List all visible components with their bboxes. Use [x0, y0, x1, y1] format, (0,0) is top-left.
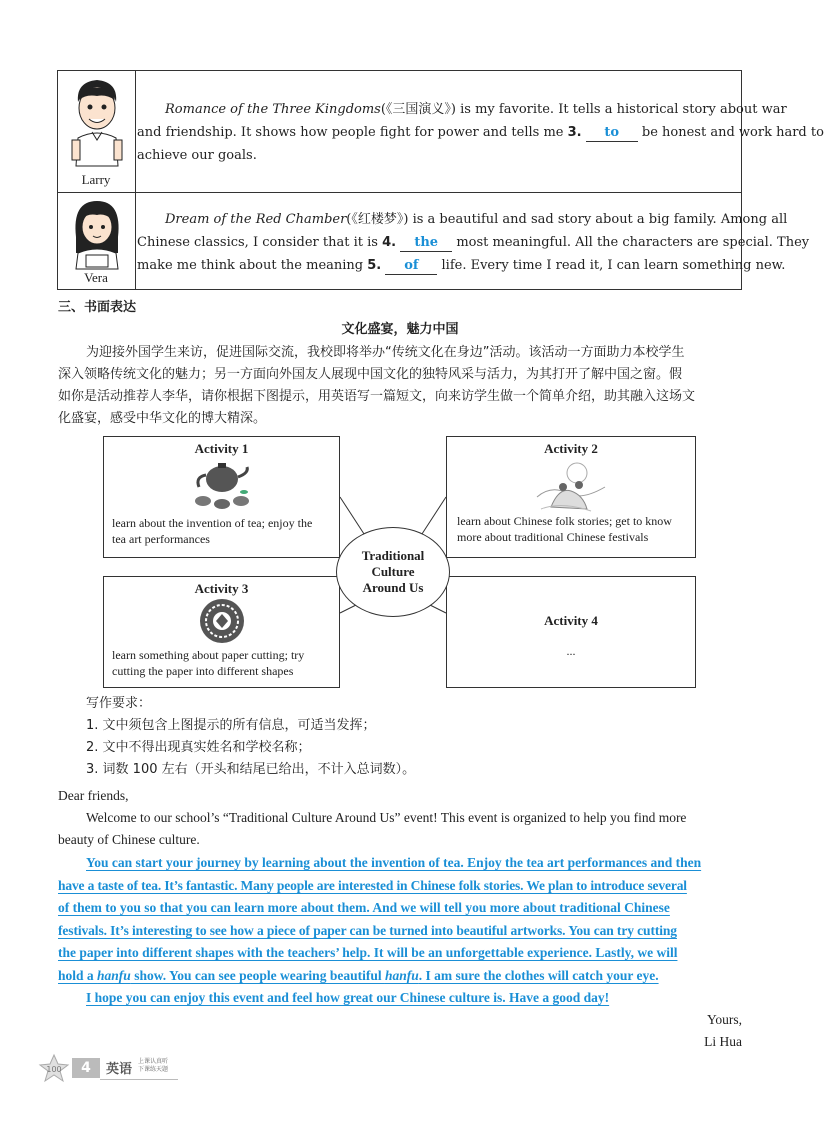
answer-line: have a taste of tea. It’s fantastic. Many people are interested in Chinese folk stories. We plan to introduce several: [58, 877, 687, 893]
blank-3-answer: to: [586, 125, 638, 142]
vera-text-2: Chinese classics, I consider that it is: [137, 235, 383, 250]
activity-3-desc: learn something about paper cutting; try: [112, 648, 305, 662]
center-topic-line: Culture: [371, 564, 415, 579]
blank-4-answer: the: [400, 235, 452, 252]
activity-1-desc: learn about the invention of tea; enjoy the: [112, 516, 313, 530]
vera-name: Vera: [84, 270, 108, 285]
activity-1-box: [103, 436, 340, 558]
logo-text: 100: [46, 1065, 62, 1074]
larry-book-cn: (《三国演义》): [380, 102, 457, 117]
answer-fragment: hold a: [58, 967, 98, 983]
folk-story-illustration: [531, 457, 611, 513]
activity-4-desc: ...: [566, 644, 576, 658]
paper-cutting-icon: [197, 597, 247, 645]
activity-2-desc: learn about Chinese folk stories; get to know: [457, 514, 672, 528]
prompt-line: 为迎接外国学生来访，促进国际交流，我校即将举办“传统文化在身边”活动。该活动一方面助力本校学生: [86, 345, 685, 360]
answer-line: You can start your journey by learning about the invention of tea. Enjoy the tea art performances and then: [86, 855, 702, 870]
blank-3-number: 3.: [567, 125, 582, 140]
activity-1-desc: tea art performances: [112, 532, 210, 546]
larry-book-title: Romance of the Three Kingdoms: [165, 102, 381, 117]
requirements: [86, 693, 415, 781]
slogan-line: 下课练天题: [138, 1066, 169, 1073]
larry-text-3: be honest and work hard to: [637, 125, 824, 140]
answer-fragment: hanfu: [97, 967, 131, 983]
blank-5-number: 5.: [367, 258, 382, 273]
letter-greeting: Dear friends,: [58, 788, 129, 803]
answer-line: festivals. It’s interesting to see how a piece of paper can be turned into beautiful artworks. You can try cutting: [58, 922, 677, 938]
requirement-item: 1. 文中须包含上图提示的所有信息，可适当发挥；: [86, 718, 376, 733]
vera-book-cn: (《红楼梦》): [346, 212, 409, 227]
essay-title: 文化盛宴，魅力中国: [341, 322, 459, 337]
activity-3-desc: cutting the paper into different shapes: [112, 664, 294, 678]
page-number: 4: [72, 1058, 100, 1078]
blank-5-answer: of: [385, 258, 437, 275]
teapot-icon: [189, 459, 255, 511]
activity-1-title: Activity 1: [194, 441, 249, 456]
answer-line: I hope you can enjoy this event and feel how great our Chinese culture is. Have a good day!: [86, 990, 610, 1005]
larry-text-2: and friendship. It shows how people fight for power and tells me: [137, 125, 568, 140]
answer-fragment: . I am sure the clothes will catch your eye.: [418, 967, 659, 983]
activity-2-desc: more about traditional Chinese festivals: [457, 530, 649, 544]
activity-3-title: Activity 3: [194, 581, 249, 596]
page-footer: [38, 1054, 183, 1082]
center-topic-ellipse: [336, 527, 450, 617]
requirement-item: 3. 词数 100 左右（开头和结尾已给出，不计入总词数）。: [86, 762, 416, 777]
vera-text-5: life. Every time I read it, I can learn something new.: [437, 258, 786, 273]
letter-body: [58, 785, 748, 851]
activity-4-box: [446, 576, 696, 688]
center-topic-line: Traditional: [361, 548, 425, 563]
footer-rule: [100, 1079, 178, 1080]
activity-2-title: Activity 2: [544, 441, 598, 456]
vera-text-3: most meaningful. All the characters are special. They: [452, 235, 810, 250]
answer-fragment: hanfu: [384, 967, 419, 983]
answer-line: [58, 965, 748, 988]
vera-text-4: make me think about the meaning: [137, 258, 368, 273]
answer-line: the paper into different shapes with the teachers’ help. It will be an unforgettable experience. Lastly, we will: [58, 945, 678, 960]
larry-text-1: is my favorite. It tells a historical story about war: [456, 102, 787, 117]
section-heading: 三、书面表达: [58, 300, 137, 315]
signoff: Yours,: [706, 1012, 742, 1027]
vera-text-1: is a beautiful and sad story about a big family. Among all: [408, 212, 788, 227]
blank-4-number: 4.: [382, 235, 397, 250]
answer-fragment: show. You can see people wearing beautiful: [130, 967, 385, 983]
requirements-heading: 写作要求：: [86, 696, 152, 711]
activity-4-title: Activity 4: [544, 613, 598, 628]
slogan-line: 上课认真听: [138, 1058, 169, 1065]
prompt-line: 化盛宴，感受中华文化的博大精深。: [58, 411, 267, 426]
answer-line: of them to you so that you can learn more about them. And we will tell you more about traditional Chinese: [58, 900, 670, 915]
letter-intro: beauty of Chinese culture.: [58, 832, 200, 847]
activity-2-box: [446, 436, 696, 558]
larry-name: Larry: [81, 172, 111, 187]
footer-slogan: [138, 1058, 168, 1074]
prompt-line: 深入领略传统文化的魅力；另一方面向外国友人展现中国文化的独特风采与活力，为其打开了解中国之窗。假: [58, 367, 683, 382]
star-logo-icon: [38, 1054, 70, 1082]
signature: Li Hua: [704, 1034, 742, 1049]
model-answer: [58, 852, 748, 1010]
activity-3-box: [103, 576, 340, 688]
prompt-line: 如你是活动推荐人李华，请你根据下图提示，用英语写一篇短文，向来访学生做一个简单介绍，助其融入这场文: [58, 389, 696, 404]
vera-book-title: Dream of the Red Chamber: [165, 212, 347, 227]
subject-label: 英语: [106, 1062, 133, 1077]
letter-intro: Welcome to our school’s “Traditional Culture Around Us” event! This event is organized to help you find more: [86, 810, 687, 825]
requirement-item: 2. 文中不得出现真实姓名和学校名称；: [86, 740, 311, 755]
center-topic-line: Around Us: [362, 580, 424, 595]
larry-text-4: achieve our goals.: [137, 148, 257, 163]
letter-signoff: [704, 1009, 742, 1053]
